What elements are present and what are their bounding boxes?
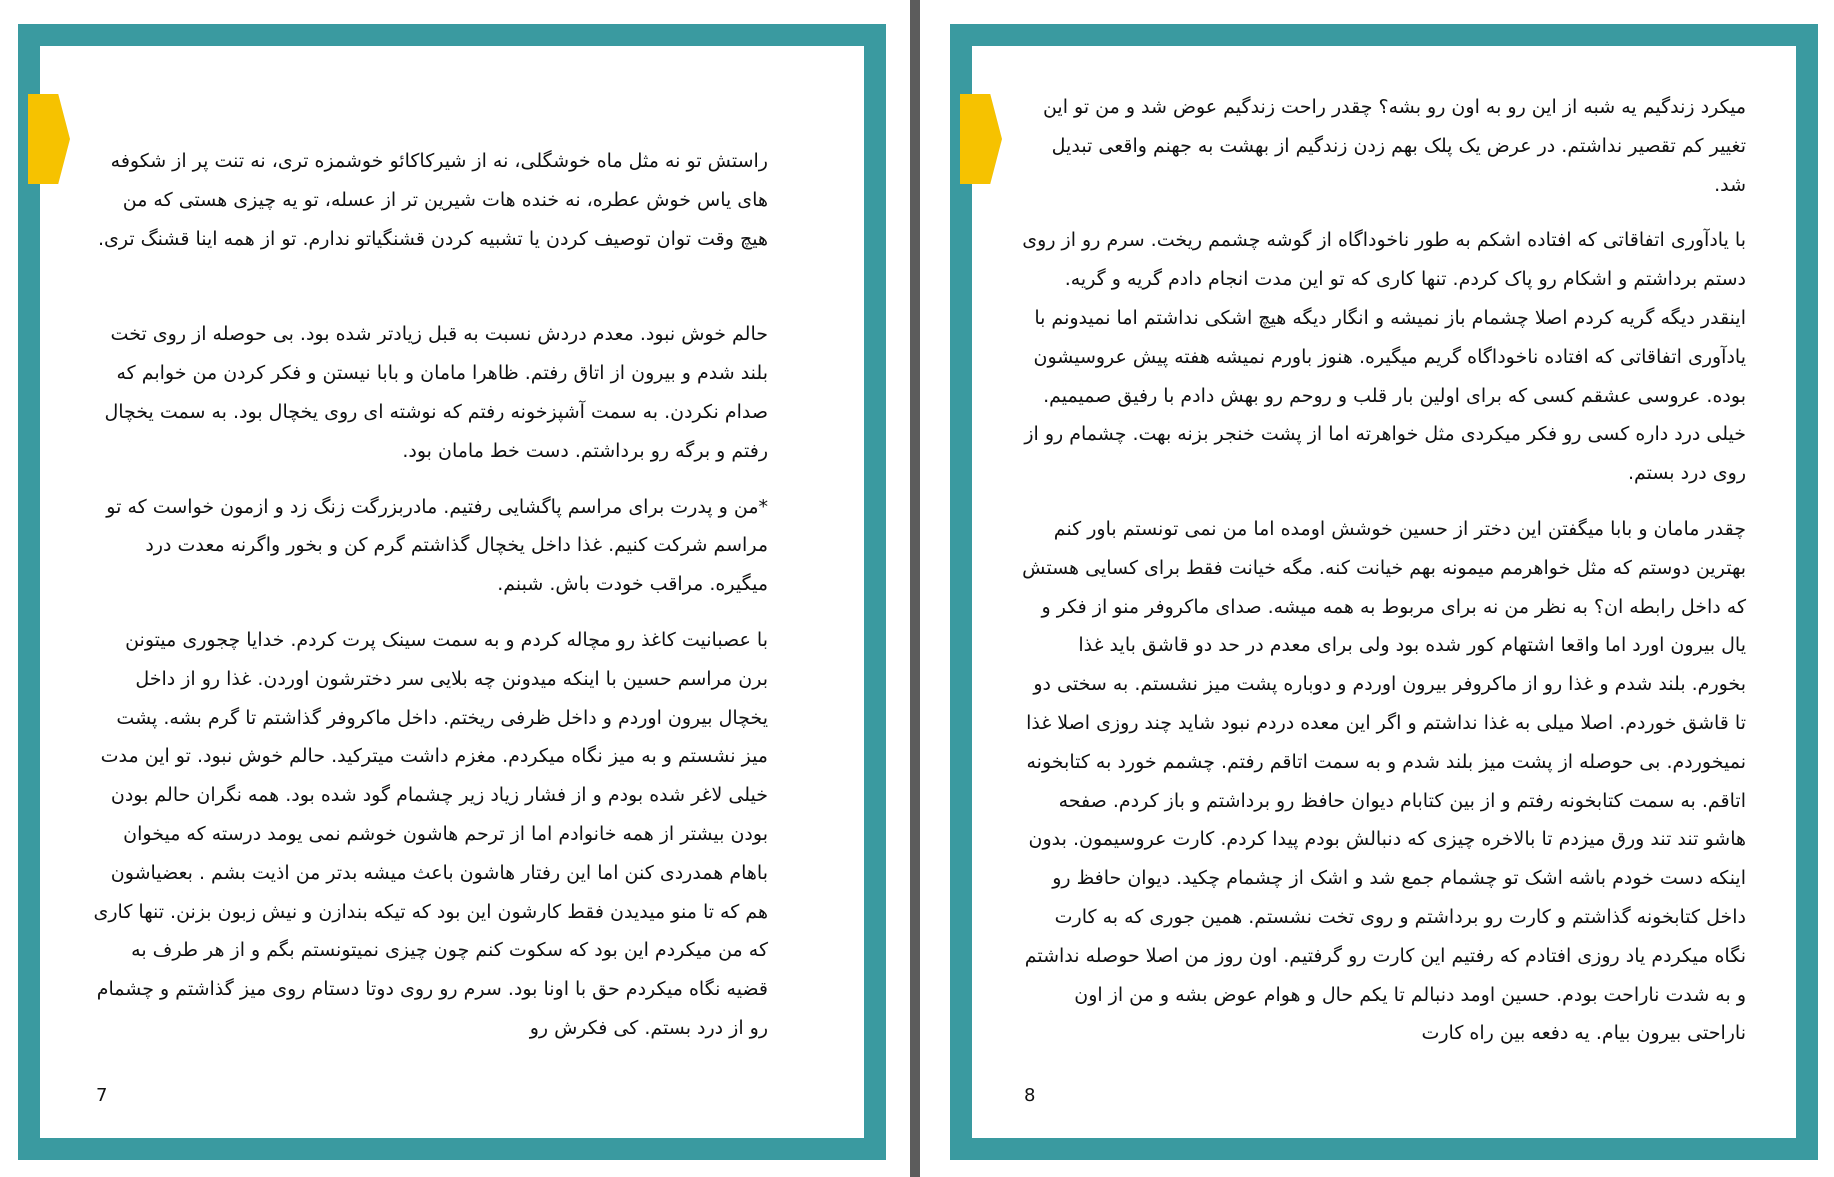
bookmark-tab-icon: [28, 94, 70, 184]
page-number: 7: [96, 1085, 108, 1106]
paragraph: چقدر مامان و بابا میگفتن این دختر از حسین خوشش اومده اما من نمی تونستم باور کنم بهترین دوستم که مثل خواهرمم میمونه بهم خیانت کنه. مگه خیانت فقط برای کسایی هستش که داخل رابطه ان؟ به نظر من نه برای مربوط به همه میشه. صدای ماکروفر منو از فکر و یال بیرون اورد اما واقعا اشتهام کور شده بود ولی برای معدم در حد دو قاشق باید غذا بخورم. بلند شدم و غذا رو از ماکروفر بیرون اوردم و دوباره پشت میز نشستم. به سختی دو تا قاشق خوردم. اصلا میلی به غذا نداشتم و اگر این معده دردم نبود شاید چند روزی اصلا غذا نمیخوردم. بی حوصله از پشت میز بلند شدم و به سمت اتاقم رفتم. چشمم خورد به کتابخونه اتاقم. به سمت کتابخونه رفتم و از بین کتابام دیوان حافظ رو برداشتم و باز کردم. صفحه هاشو تند تند ورق میزدم تا بالاخره چیزی که دنبالش بودم پیدا کردم. کارت عروسیمون. بدون اینکه دست خودم باشه اشک تو چشمام جمع شد و اشک از چشمام چکید. دیوان حافظ رو داخل کتابخونه گذاشتم و کارت رو برداشتم و روی تخت نشستم. همین جوری که به کارت نگاه میکردم یاد روزی افتادم که رفتیم این کارت رو گرفتیم. اون روز من اصلا حوصله نداشتم و به شدت ناراحت بودم. حسین اومد دنبالم تا یکم حال و هوام عوض بشه و من از اون ناراحتی بیرون بیام. یه دفعه بین راه کارت: [1022, 517, 1746, 1045]
paragraph: *من و پدرت برای مراسم پاگشایی رفتیم. مادربزرگت زنگ زد و ازمون خواست که تو مراسم شرکت کنیم. غذا داخل یخچال گذاشتم گرم کن و بخور واگرنه معدت درد میگیره. مراقب خودت باش. شبنم.: [106, 495, 768, 596]
page-right: [950, 24, 1818, 1160]
page-right-text: [1022, 88, 1746, 1070]
bookmark-tab-icon: [960, 94, 1002, 184]
page-left-text: [90, 142, 768, 1065]
paragraph: با یادآوری اتفاقاتی که افتاده اشکم به طور ناخوداگاه از گوشه چشمم ریخت. سرم رو از روی دستم برداشتم و اشکام رو پاک کردم. تنها کاری که تو این مدت انجام دادم گریه و گریه. اینقدر دیگه گریه کردم اصلا چشمام باز نمیشه و انگار دیگه هیچ اشکی نداشتم اما نمیدونم با یادآوری اتفاقاتی که افتاده ناخوداگاه گریم میگیره. هنوز باورم نمیشه هفته پیش عروسیشون بوده. عروسی عشقم کسی که برای اولین بار قلب و روحم رو بهش دادم با رفیق صمیمیم. خیلی درد داره کسی رو فکر میکردی مثل خواهرته اما از پشت خنجر بزنه بهت. چشمام رو از روی درد بستم.: [1022, 229, 1746, 485]
paragraph: حالم خوش نبود. معدم دردش نسبت به قبل زیادتر شده بود. بی حوصله از روی تخت بلند شدم و بیرون از اتاق رفتم. ظاهرا مامان و بابا نیستن و فکر کردن من خوابم که صدام نکردن. به سمت آشپزخونه رفتم که نوشته ای روی یخچال بود. به سمت یخچال رفتم و برگه رو برداشتم. دست خط مامان بود.: [104, 323, 768, 462]
page-right-content: [972, 46, 1796, 1138]
page-left: [18, 24, 886, 1160]
page-number: 8: [1024, 1085, 1036, 1106]
page-left-content: [40, 46, 864, 1138]
paragraph: میکرد زندگیم یه شبه از این رو به اون رو بشه؟ چقدر راحت زندگیم عوض شد و من تو این تغییر کم تقصیر نداشتم. در عرض یک پلک بهم زدن زندگیم از بهشت به جهنم واقعی تبدیل شد.: [1042, 96, 1746, 196]
book-spine: [910, 0, 920, 1177]
paragraph: با عصبانیت کاغذ رو مچاله کردم و به سمت سینک پرت کردم. خدایا چجوری میتونن برن مراسم حسین با اینکه میدونن چه بلایی سر دخترشون اوردن. غذا رو از داخل یخچال بیرون اوردم و داخل ظرفی ریختم. داخل ماکروفر گذاشتم تا گرم بشه. پشت میز نشستم و به میز نگاه میکردم. مغزم داشت میترکید. حالم خوش نبود. تو این مدت خیلی لاغر شده بودم و از فشار زیاد زیر چشمام گود شده بود. همه نگران حالم بودن بودن بیشتر از همه خانوادم اما از ترحم هاشون خوشم نمی یومد درسته که میخوان باهام همدردی کنن اما این رفتار هاشون باعث میشه بدتر من اذیت بشم . بعضیاشون هم که تا منو میدیدن فقط کارشون این بود که تیکه بندازن و نیش زبون بزنن. تنها کاری که من میکردم این بود که سکوت کنم چون چیزی نمیتونستم بگم و از هر طرف به قضیه نگاه میکردم حق با اونا بود. سرم رو روی دوتا دستام روی میز گذاشتم و چشمام رو از درد بستم. کی فکرش رو: [93, 628, 768, 1039]
paragraph: راستش تو نه مثل ماه خوشگلی، نه از شیرکاکائو خوشمزه تری، نه تنت پر از شکوفه های یاس خوش عطره، نه خنده هات شیرین تر از عسله، تو یه چیزی هستی که من هیچ وقت توان توصیف کردن یا تشبیه کردن قشنگیاتو ندارم. تو از همه اینا قشنگ تری.: [97, 150, 768, 250]
